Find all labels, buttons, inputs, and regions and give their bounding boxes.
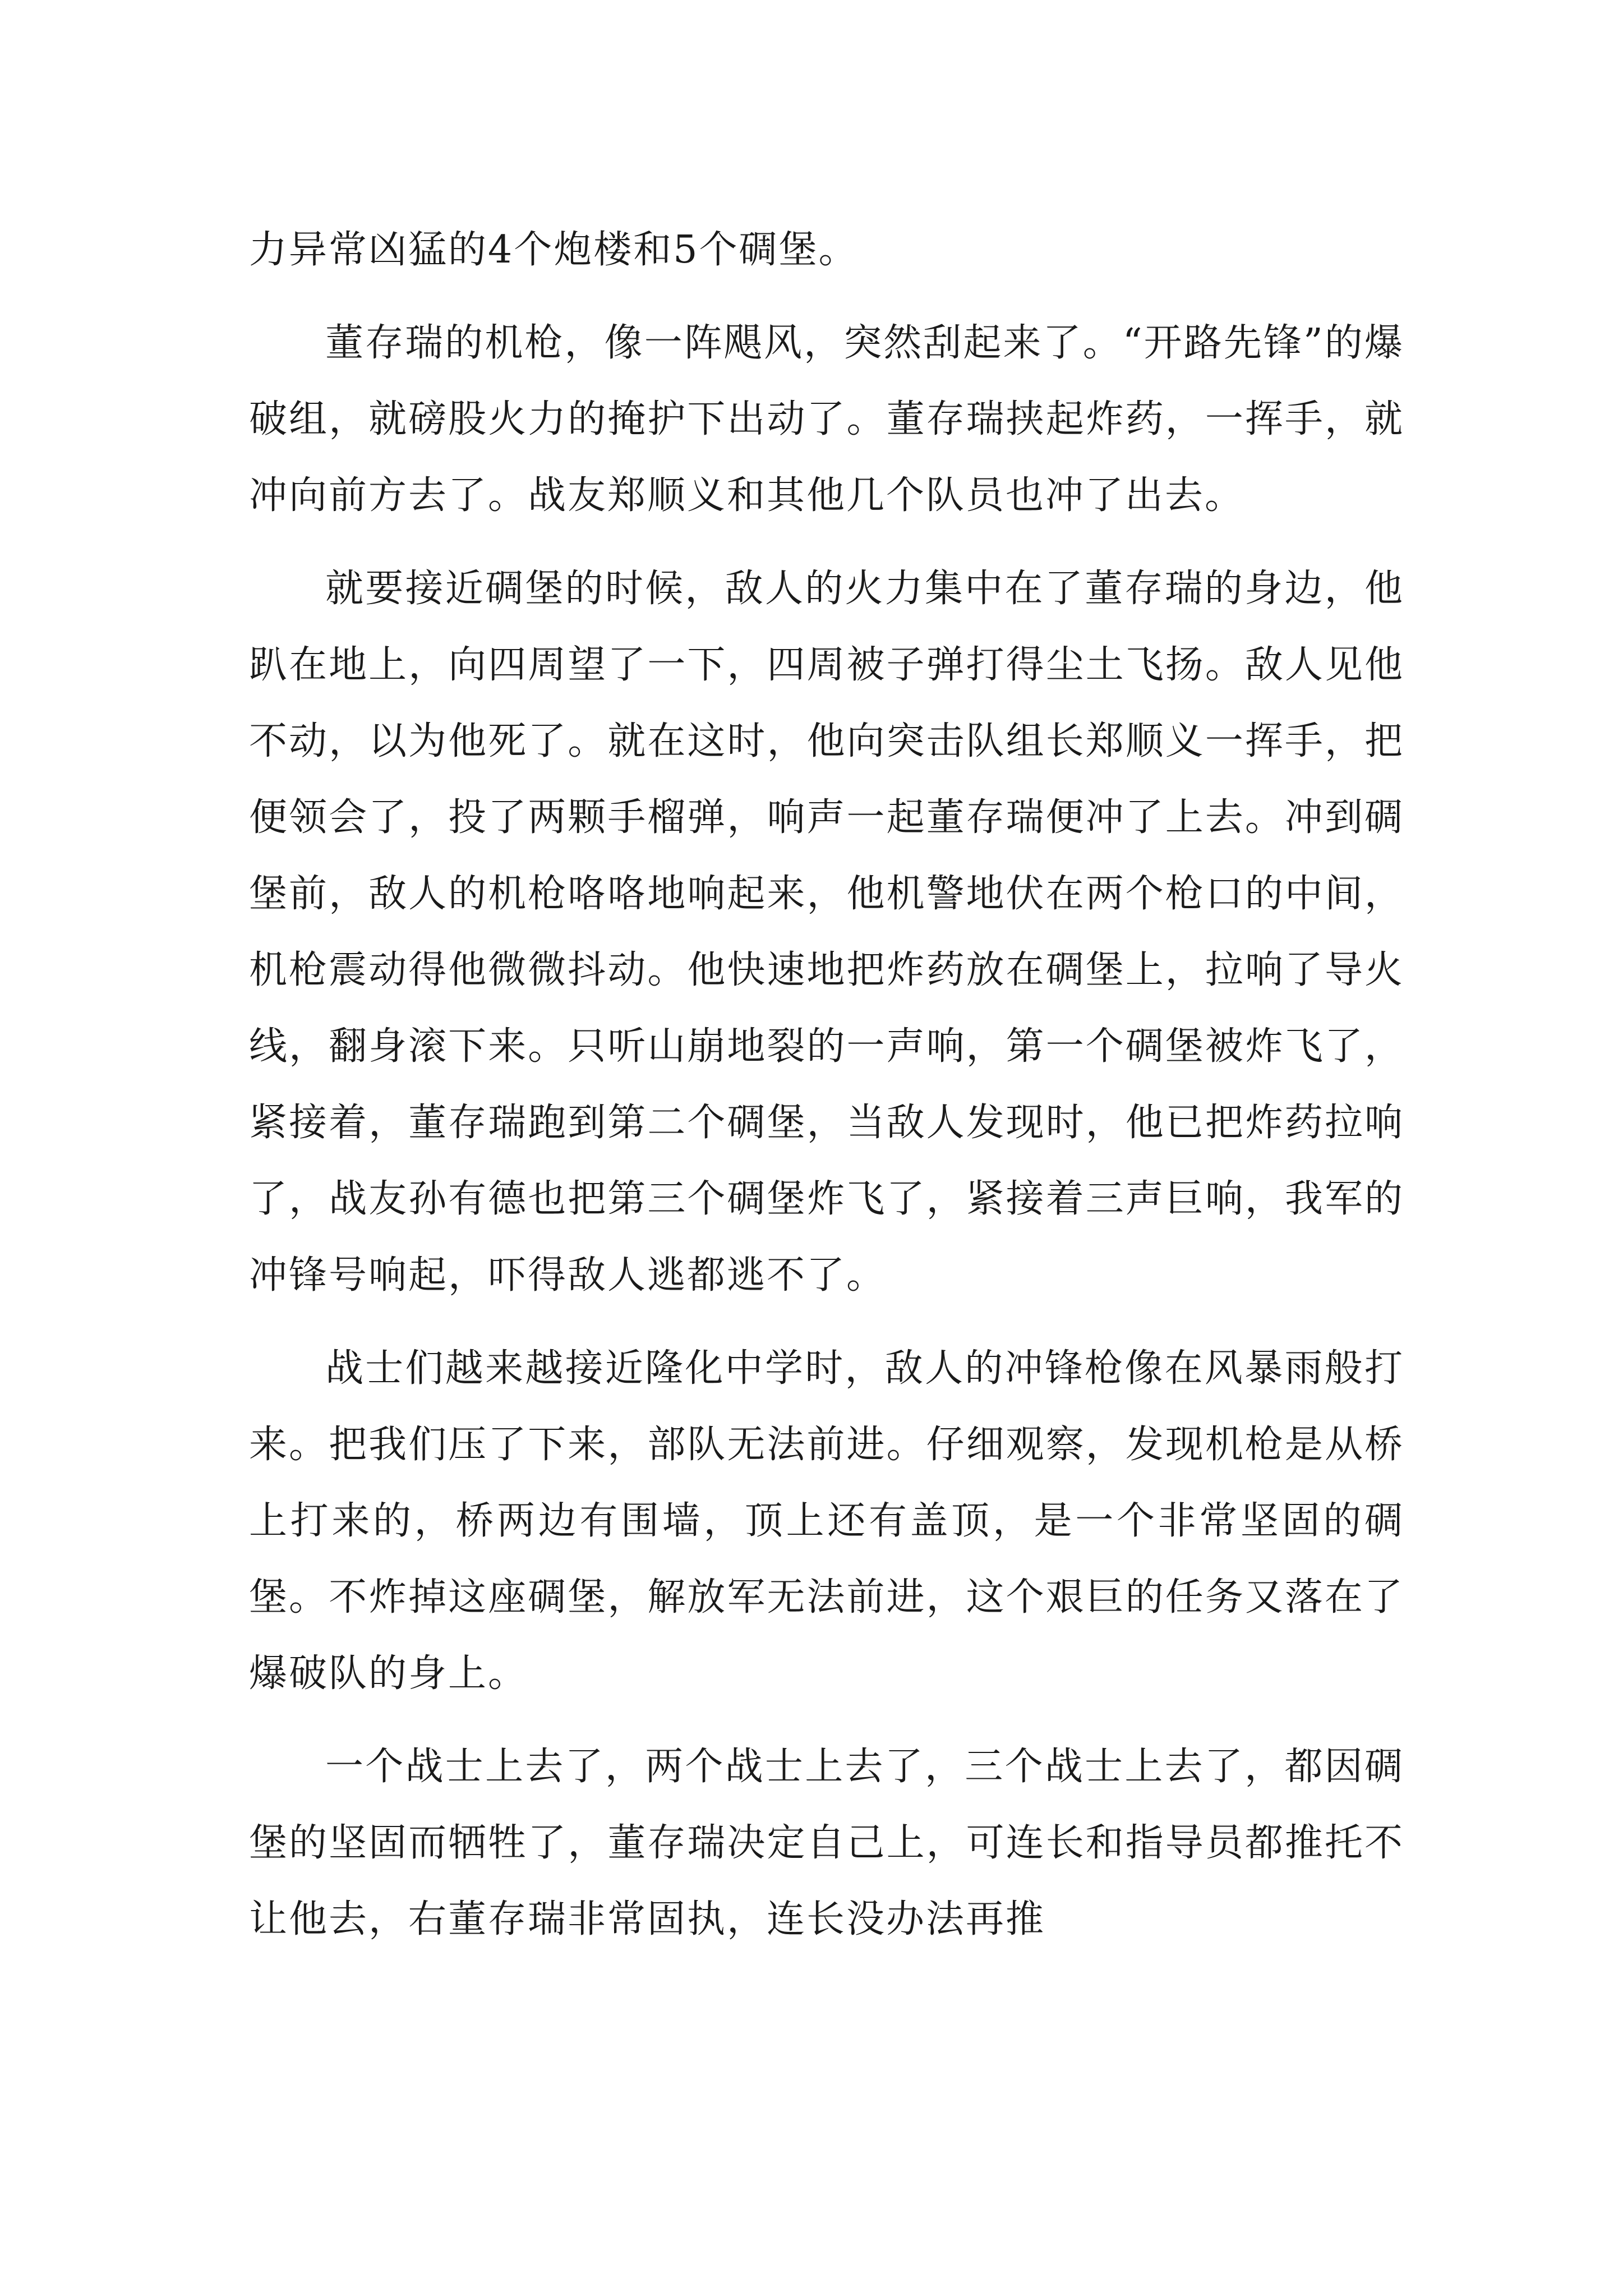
paragraph-2: 董存瑞的机枪，像一阵飓风，突然刮起来了。“开路先锋”的爆破组，就磅股火力的掩护下出动了。董存瑞挟起炸药，一挥手，就冲向前方去了。战友郑顺义和其他几个队员也冲了出去。 bbox=[249, 321, 1404, 518]
paragraph-5: 一个战士上去了，两个战士上去了，三个战士上去了，都因碉堡的坚固而牺牲了，董存瑞决定自己上，可连长和指导员都推托不让他去，右董存瑞非常固执，连长没办法再推 bbox=[249, 1745, 1404, 1941]
paragraph-4: 战士们越来越接近隆化中学时，敌人的冲锋枪像在风暴雨般打来。把我们压了下来，部队无法前进。仔细观察，发现机枪是从桥上打来的，桥两边有围墙，顶上还有盖顶，是一个非常坚固的碉堡。不炸掉这座碉堡，解放军无法前进，这个艰巨的任务又落在了爆破队的身上。 bbox=[249, 1346, 1404, 1696]
paragraph-1: 力异常凶猛的4个炮楼和5个碉堡。 bbox=[249, 228, 859, 272]
body-text bbox=[249, 212, 1404, 1975]
paragraph-3: 就要接近碉堡的时候，敌人的火力集中在了董存瑞的身边，他趴在地上，向四周望了一下，四周被子弹打得尘土飞扬。敌人见他不动，以为他死了。就在这时，他向突击队组长郑顺义一挥手，把便领会了，投了两颗手榴弹，响声一起董存瑞便冲了上去。冲到碉堡前，敌人的机枪咯咯地响起来，他机警地伏在两个枪口的中间，机枪震动得他微微抖动。他快速地把炸药放在碉堡上，拉响了导火线，翻身滚下来。只听山崩地裂的一声响，第一个碉堡被炸飞了，紧接着，董存瑞跑到第二个碉堡，当敌人发现时，他已把炸药拉响了，战友孙有德也把第三个碉堡炸飞了，紧接着三声巨响，我军的冲锋号响起，吓得敌人逃都逃不了。 bbox=[249, 567, 1404, 1297]
